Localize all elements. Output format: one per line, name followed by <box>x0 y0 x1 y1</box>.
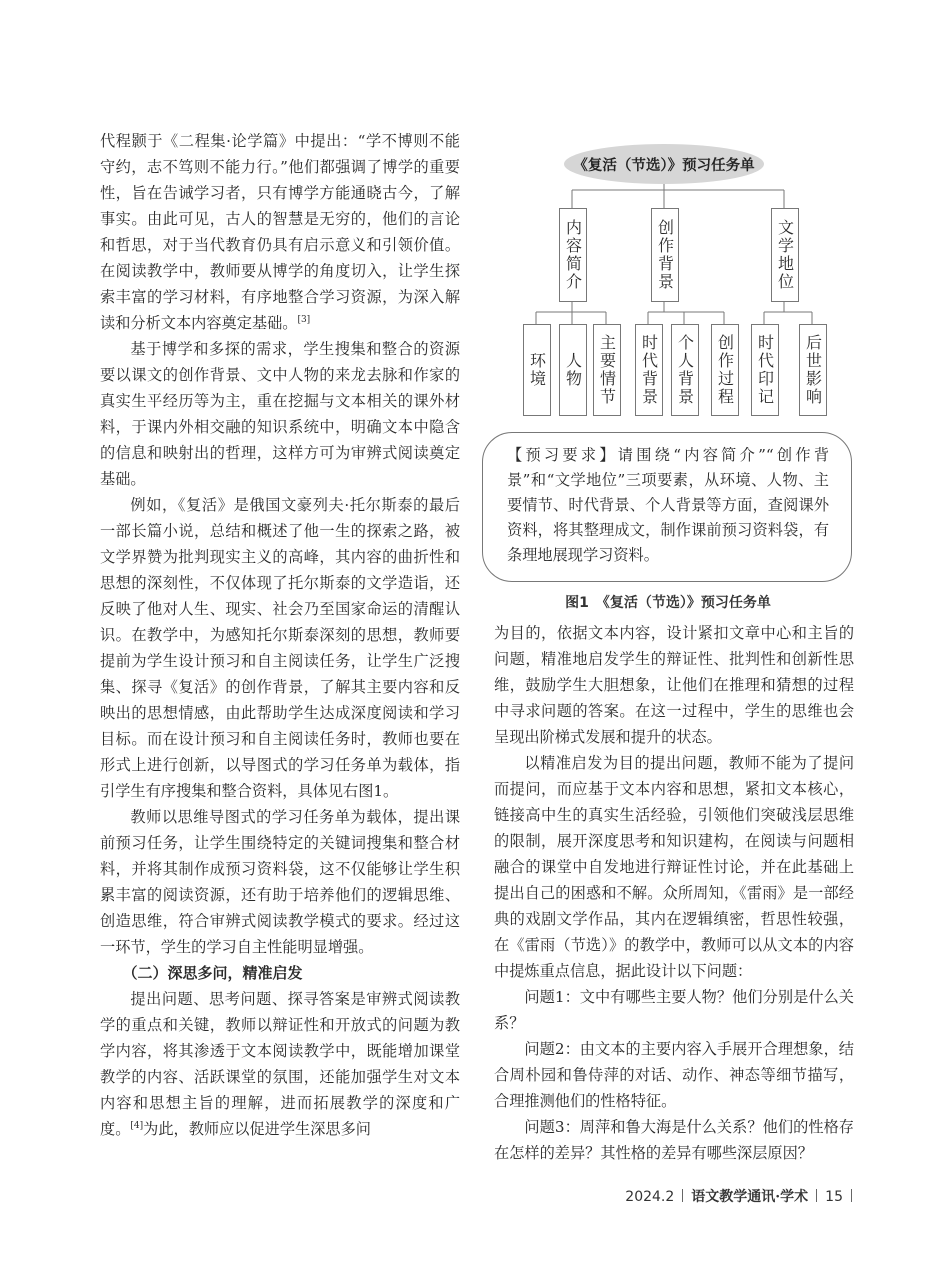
requirement-box <box>482 432 852 582</box>
page-number: 15 <box>825 1189 843 1205</box>
question-1: 问题1：文中有哪些主要人物？他们分别是什么关系？ <box>494 988 854 1032</box>
question-2: 问题2：由文本的主要内容入手展开合理想象，结合周朴园和鲁侍萍的对话、动作、神态等细节描写，合理推测他们的性格特征。 <box>494 1040 854 1110</box>
branch-literary-status: 文学地位 <box>771 208 799 302</box>
paragraph-text: 提出问题、思考问题、探寻答案是审辨式阅读教学的重点和关键，教师以辩证性和开放式的问题为教学内容，将其渗透于文本阅读教学中，既能增加课堂教学的内容、活跃课堂的氛围，还能加强学生对文本内容和思想主旨的理解，进而拓展教学的深度和广度。 <box>100 990 460 1138</box>
question-3: 问题3：周萍和鲁大海是什么关系？他们的性格存在怎样的差异？其性格的差异有哪些深层原因？ <box>494 1118 854 1162</box>
paragraph: 教师以思维导图式的学习任务单为载体，提出课前预习任务，让学生围绕特定的关键词搜集和整合材料，并将其制作成预习资料袋，这不仅能够让学生积累丰富的阅读资源，还有助于培养他们的逻辑思维、创造思维，符合审辨式阅读教学模式的要求。经过这一环节，学生的学习自主性能明显增强。 <box>100 808 460 956</box>
paragraph <box>100 128 460 336</box>
divider <box>816 1189 817 1202</box>
branch-creation-background: 创作背景 <box>651 208 679 302</box>
paragraph: 以精准启发为目的提出问题，教师不能为了提问而提问，而应基于文本内容和思想，紧扣文本核心，链接高中生的真实生活经验，引领他们突破浅层思维的限制，展开深度思考和知识建构，在阅读与问题相融合的课堂中自发地进行辩证性讨论，并在此基础上提出自己的困惑和不解。众所周知，《雷雨》是一部经典的戏剧文学作品，其内在逻辑缜密，哲思性较强，在《雷雨（节选）》的教学中，教师可以从文本的内容中提炼重点信息，据此设计以下问题： <box>494 754 854 980</box>
paragraph-text: 代程颢于《二程集·论学篇》中提出：“学不博则不能守约，志不笃则不能力行。”他们都强调了博学的重要性，旨在告诫学习者，只有博学方能通晓古今，了解事实。由此可见，古人的智慧是无穷的，他们的言论和哲思，对于当代教育仍具有启示意义和引领价值。在阅读教学中，教师要从博学的角度切入，让学生探索丰富的学习材料，有序地整合学习资源，为深入解读和分析文本内容奠定基础。 <box>100 132 460 332</box>
paragraph: 为目的，依据文本内容，设计紧扣文章中心和主旨的问题，精准地启发学生的辩证性、批判性和创新性思维，鼓励学生大胆想象，让他们在推理和猜想的过程中寻求问题的答案。在这一过程中，学生的思维也会呈现出阶梯式发展和提升的状态。 <box>494 624 854 746</box>
leaf-environment: 环境 <box>523 324 551 416</box>
paragraph: 基于博学和多探的需求，学生搜集和整合的资源要以课文的创作背景、文中人物的来龙去脉和作家的真实生平经历等为主，重在挖掘与文本相关的课外材料，于课内外相交融的知识系统中，明确文本中隐含的信息和映射出的哲理，这样方可为审辨式阅读奠定基础。 <box>100 340 460 488</box>
figure-mind-map <box>478 134 858 624</box>
page-footer <box>0 1186 860 1206</box>
leaf-main-plot: 主要情节 <box>593 324 621 416</box>
leaf-creation-process: 创作过程 <box>711 324 739 416</box>
paragraph-text: 为此，教师应以促进学生深思多问 <box>143 1120 371 1138</box>
paragraph: 例如，《复活》是俄国文豪列夫·托尔斯泰的最后一部长篇小说，总结和概述了他一生的探索之路，被文学界赞为批判现实主义的高峰，其内容的曲折性和思想的深刻性，不仅体现了托尔斯泰的文学造诣，还反映了他对人生、现实、社会乃至国家命运的清醒认识。在教学中，为感知托尔斯泰深刻的思想，教师要提前为学生设计预习和自主阅读任务，让学生广泛搜集、探寻《复活》的创作背景，了解其主要内容和反映出的思想情感，由此帮助学生达成深度阅读和学习目标。而在设计预习和自主阅读任务时，教师也要在形式上进行创新，以导图式的学习任务单为载体，指引学生有序搜集和整合资料，具体见右图1。 <box>100 496 460 800</box>
issue-number: 2024.2 <box>625 1189 675 1205</box>
requirement-lead: 【预习要求】 <box>507 446 618 464</box>
journal-name: 语文教学通讯·学术 <box>691 1189 809 1205</box>
branch-content-summary: 内容简介 <box>559 208 587 302</box>
paragraph <box>100 986 460 1142</box>
leaf-personal-background: 个人背景 <box>671 324 699 416</box>
citation-ref: [3] <box>297 314 311 325</box>
leaf-later-influence: 后世影响 <box>799 324 827 416</box>
leaf-characters: 人物 <box>559 324 587 416</box>
section-heading: （二）深思多问，精准启发 <box>122 964 303 982</box>
citation-ref: [4] <box>130 1120 144 1131</box>
requirement-text: 请围绕“内容简介”“创作背景”和“文学地位”三项要素，从环境、人物、主要情节、时代背景、个人背景等方面，查阅课外资料，将其整理成文，制作课前预习资料袋，有条理地展现学习资料。 <box>507 446 830 564</box>
leaf-era-imprint: 时代印记 <box>751 324 779 416</box>
leaf-era-background: 时代背景 <box>635 324 663 416</box>
divider <box>851 1189 852 1202</box>
left-column <box>100 128 460 1142</box>
right-column <box>494 620 854 1166</box>
figure-title: 《复活（节选）》预习任务单 <box>564 144 764 184</box>
divider <box>682 1189 683 1202</box>
figure-caption: 图1 《复活（节选）》预习任务单 <box>565 595 771 611</box>
